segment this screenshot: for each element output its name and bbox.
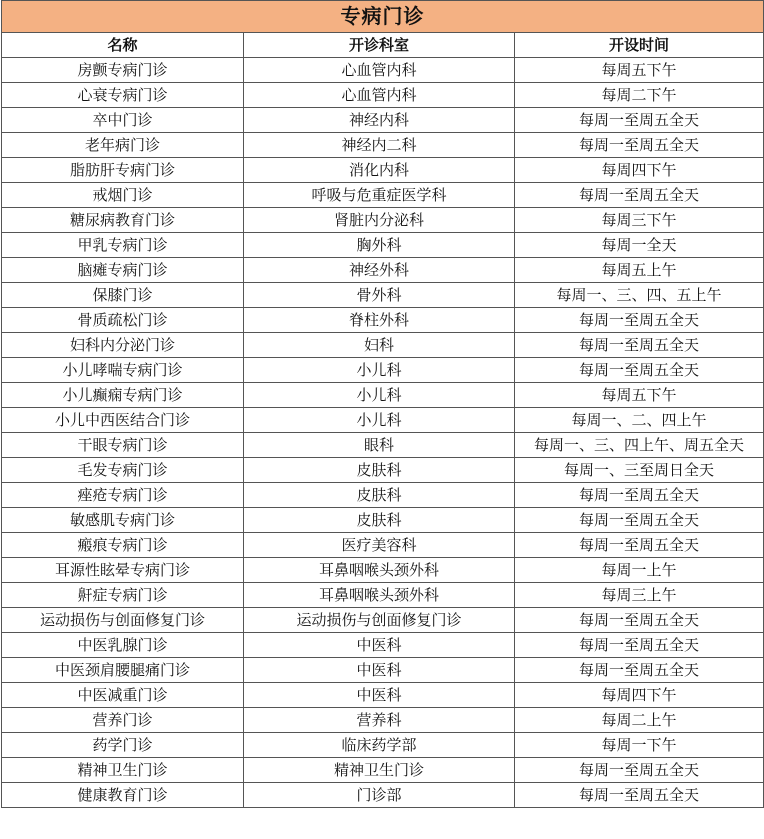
table-row <box>2 583 764 608</box>
cell-department: 耳鼻咽喉头颈外科 <box>244 558 515 583</box>
cell-schedule: 每周一、三至周日全天 <box>515 458 764 483</box>
cell-clinic-name: 戒烟门诊 <box>2 183 244 208</box>
cell-clinic-name: 耳源性眩晕专病门诊 <box>2 558 244 583</box>
cell-department: 皮肤科 <box>244 483 515 508</box>
cell-schedule: 每周一至周五全天 <box>515 633 764 658</box>
cell-clinic-name: 甲乳专病门诊 <box>2 233 244 258</box>
cell-schedule: 每周三上午 <box>515 583 764 608</box>
cell-clinic-name: 健康教育门诊 <box>2 783 244 808</box>
cell-department: 营养科 <box>244 708 515 733</box>
column-header-name: 名称 <box>2 33 244 58</box>
table-row <box>2 408 764 433</box>
cell-department: 小儿科 <box>244 408 515 433</box>
cell-schedule: 每周二上午 <box>515 708 764 733</box>
cell-clinic-name: 中医减重门诊 <box>2 683 244 708</box>
cell-clinic-name: 骨质疏松门诊 <box>2 308 244 333</box>
cell-department: 小儿科 <box>244 358 515 383</box>
table-row <box>2 233 764 258</box>
column-header-department: 开诊科室 <box>244 33 515 58</box>
header-row <box>2 33 764 58</box>
cell-clinic-name: 敏感肌专病门诊 <box>2 508 244 533</box>
cell-clinic-name: 中医颈肩腰腿痛门诊 <box>2 658 244 683</box>
cell-clinic-name: 鼾症专病门诊 <box>2 583 244 608</box>
table-row <box>2 658 764 683</box>
cell-clinic-name: 脂肪肝专病门诊 <box>2 158 244 183</box>
table-row <box>2 333 764 358</box>
cell-clinic-name: 小儿中西医结合门诊 <box>2 408 244 433</box>
cell-clinic-name: 药学门诊 <box>2 733 244 758</box>
cell-clinic-name: 保膝门诊 <box>2 283 244 308</box>
table-row <box>2 83 764 108</box>
cell-clinic-name: 运动损伤与创面修复门诊 <box>2 608 244 633</box>
table-row <box>2 183 764 208</box>
cell-department: 中医科 <box>244 633 515 658</box>
cell-department: 脊柱外科 <box>244 308 515 333</box>
cell-schedule: 每周五下午 <box>515 383 764 408</box>
cell-schedule: 每周一至周五全天 <box>515 133 764 158</box>
cell-department: 肾脏内分泌科 <box>244 208 515 233</box>
table-row <box>2 58 764 83</box>
cell-clinic-name: 精神卫生门诊 <box>2 758 244 783</box>
cell-clinic-name: 老年病门诊 <box>2 133 244 158</box>
cell-clinic-name: 妇科内分泌门诊 <box>2 333 244 358</box>
cell-schedule: 每周一至周五全天 <box>515 783 764 808</box>
table-row <box>2 358 764 383</box>
table-row <box>2 133 764 158</box>
cell-schedule: 每周一全天 <box>515 233 764 258</box>
cell-schedule: 每周三下午 <box>515 208 764 233</box>
cell-schedule: 每周一至周五全天 <box>515 308 764 333</box>
column-header-schedule: 开设时间 <box>515 33 764 58</box>
table-row <box>2 683 764 708</box>
cell-department: 妇科 <box>244 333 515 358</box>
table-row <box>2 283 764 308</box>
cell-schedule: 每周一至周五全天 <box>515 533 764 558</box>
cell-department: 胸外科 <box>244 233 515 258</box>
table-row <box>2 433 764 458</box>
cell-schedule: 每周五下午 <box>515 58 764 83</box>
cell-department: 小儿科 <box>244 383 515 408</box>
cell-department: 骨外科 <box>244 283 515 308</box>
cell-schedule: 每周二下午 <box>515 83 764 108</box>
cell-schedule: 每周一至周五全天 <box>515 608 764 633</box>
table-body <box>2 58 764 808</box>
cell-clinic-name: 痤疮专病门诊 <box>2 483 244 508</box>
table-row <box>2 608 764 633</box>
cell-department: 门诊部 <box>244 783 515 808</box>
table-row <box>2 458 764 483</box>
cell-department: 皮肤科 <box>244 458 515 483</box>
cell-schedule: 每周一至周五全天 <box>515 758 764 783</box>
cell-schedule: 每周五上午 <box>515 258 764 283</box>
cell-clinic-name: 瘢痕专病门诊 <box>2 533 244 558</box>
table-row <box>2 708 764 733</box>
cell-clinic-name: 毛发专病门诊 <box>2 458 244 483</box>
cell-schedule: 每周一、二、四上午 <box>515 408 764 433</box>
specialty-clinic-table <box>1 0 764 808</box>
cell-department: 精神卫生门诊 <box>244 758 515 783</box>
cell-department: 心血管内科 <box>244 58 515 83</box>
cell-department: 耳鼻咽喉头颈外科 <box>244 583 515 608</box>
cell-department: 皮肤科 <box>244 508 515 533</box>
table-row <box>2 258 764 283</box>
cell-clinic-name: 干眼专病门诊 <box>2 433 244 458</box>
table-row <box>2 158 764 183</box>
table-row <box>2 483 764 508</box>
cell-schedule: 每周一下午 <box>515 733 764 758</box>
cell-schedule: 每周一至周五全天 <box>515 108 764 133</box>
cell-clinic-name: 脑瘫专病门诊 <box>2 258 244 283</box>
cell-clinic-name: 卒中门诊 <box>2 108 244 133</box>
table-row <box>2 308 764 333</box>
table-row <box>2 108 764 133</box>
cell-schedule: 每周一至周五全天 <box>515 183 764 208</box>
cell-department: 消化内科 <box>244 158 515 183</box>
cell-department: 神经外科 <box>244 258 515 283</box>
table-row <box>2 633 764 658</box>
table-row <box>2 208 764 233</box>
cell-clinic-name: 小儿哮喘专病门诊 <box>2 358 244 383</box>
cell-clinic-name: 小儿癫痫专病门诊 <box>2 383 244 408</box>
cell-schedule: 每周四下午 <box>515 683 764 708</box>
cell-clinic-name: 中医乳腺门诊 <box>2 633 244 658</box>
cell-department: 神经内科 <box>244 108 515 133</box>
table-row <box>2 783 764 808</box>
table-title: 专病门诊 <box>2 1 764 33</box>
table-row <box>2 383 764 408</box>
table-row <box>2 733 764 758</box>
cell-department: 心血管内科 <box>244 83 515 108</box>
cell-department: 运动损伤与创面修复门诊 <box>244 608 515 633</box>
cell-schedule: 每周一至周五全天 <box>515 508 764 533</box>
cell-schedule: 每周一、三、四、五上午 <box>515 283 764 308</box>
cell-department: 呼吸与危重症医学科 <box>244 183 515 208</box>
cell-department: 医疗美容科 <box>244 533 515 558</box>
cell-department: 中医科 <box>244 658 515 683</box>
cell-clinic-name: 糖尿病教育门诊 <box>2 208 244 233</box>
cell-schedule: 每周一至周五全天 <box>515 333 764 358</box>
table-row <box>2 508 764 533</box>
cell-clinic-name: 房颤专病门诊 <box>2 58 244 83</box>
cell-department: 中医科 <box>244 683 515 708</box>
cell-department: 临床药学部 <box>244 733 515 758</box>
cell-schedule: 每周一、三、四上午、周五全天 <box>515 433 764 458</box>
cell-clinic-name: 心衰专病门诊 <box>2 83 244 108</box>
cell-schedule: 每周一至周五全天 <box>515 358 764 383</box>
cell-department: 神经内二科 <box>244 133 515 158</box>
table-row <box>2 758 764 783</box>
cell-schedule: 每周一上午 <box>515 558 764 583</box>
cell-schedule: 每周四下午 <box>515 158 764 183</box>
cell-department: 眼科 <box>244 433 515 458</box>
cell-clinic-name: 营养门诊 <box>2 708 244 733</box>
table-row <box>2 558 764 583</box>
table-row <box>2 533 764 558</box>
cell-schedule: 每周一至周五全天 <box>515 483 764 508</box>
cell-schedule: 每周一至周五全天 <box>515 658 764 683</box>
